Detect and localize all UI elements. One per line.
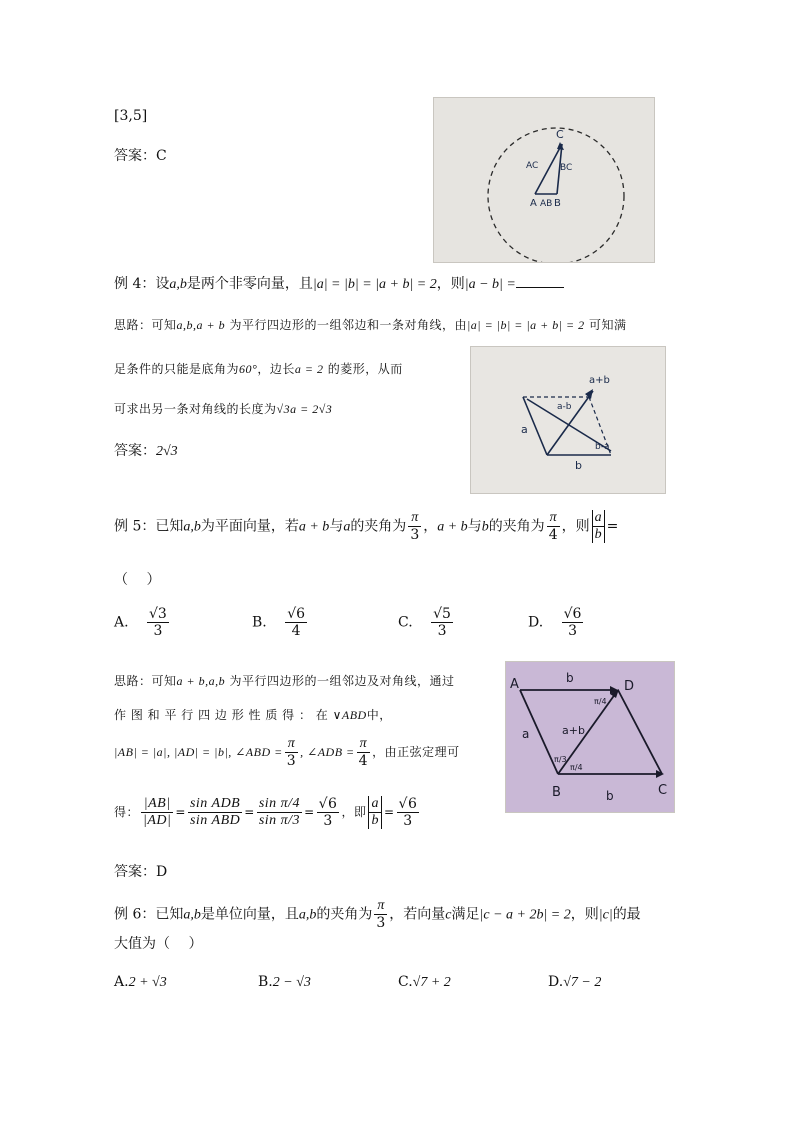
label-vec-a-plus-b: a+b [562,724,585,737]
ex5-answer: 答案：D [114,864,168,880]
label-b: B [554,198,561,209]
label-b: b [575,459,582,472]
interval-text: [3,5] [114,108,148,124]
ex5-idea-line2: 作 图 和 平 行 四 边 形 性 质 得 ： 在 ∨ABD中， [114,708,392,722]
label-angle-pi4-d: π/4 [594,697,607,706]
ex5-option-a[interactable]: A. $\frac{√3}{3}$ [114,606,167,639]
label-vec-a: a [522,727,530,741]
label-angle-pi4-b: π/4 [570,763,583,772]
ex5-idea-line4: 得： $\frac{|AB|}{|AD|}$ = $\frac{\text{sin ADB}}{\text{sin ABD}}$ = $\frac{\text{sin π/4}}{\text{sin π/3}}$ = $\frac{√6}{3}$ ，即 $\frac{a}{b}$ = $\frac{√6}{3}$ [114,796,418,829]
ex5-option-c[interactable]: C. $\frac{√5}{3}$ [398,606,451,639]
ex4-idea-line1: 思路：可知a,b,a + b 为平行四边形的一组邻边和一条对角线，由|a| = |b| = |a + b| = 2 可知满 [114,318,627,332]
label-vec-b-bottom: b [606,789,614,803]
label-bc: BC [560,163,573,173]
label-a: A [530,198,537,209]
ex4-idea-line2: 足条件的只能是底角为60°，边长a = 2 的菱形，从而 [114,362,403,376]
ex5-stem: 例 5：已知a,b为平面向量，若a + b与a的夹角为 $\frac{\pi}{3}$ ，a + b与b的夹角为 $\frac{\pi}{4}$ ，则 $\frac{a}{b}$ = [114,510,619,543]
ex6-option-c[interactable]: C.√7 + 2 [398,974,451,990]
ex5-idea-line3: |AB| = |a|, |AD| = |b|, ∠ABD = $\frac{\pi}{3}$ , ∠ADB = $\frac{\pi}{4}$ ，由正弦定理可 [114,736,460,769]
parallelogram-vector-sketch [506,662,674,812]
ex5-paren: （ ） [114,572,161,588]
ex6-stem: 例 6：已知a,b是单位向量，且a,b的夹角为 $\frac{\pi}{3}$ ，若向量c满足|c − a + 2b| = 2，则|c|的最 [114,898,641,931]
answer-label: 答案：C [114,148,167,164]
ex6-option-b[interactable]: B.2 − √3 [258,974,311,990]
label-D: D [624,679,635,694]
label-ab: AB [540,199,553,209]
sketch-photo-parallelogram [505,661,675,813]
circle-vector-sketch [434,98,654,262]
label-ac: AC [526,161,539,171]
label-B: B [552,785,561,800]
ex5-option-d[interactable]: D. $\frac{√6}{3}$ [528,606,582,639]
label-vec-b-top: b [566,671,574,685]
sketch-photo-rhombus [470,346,666,494]
ex6-option-d[interactable]: D.√7 − 2 [548,974,602,990]
label-angle-pi3: π/3 [554,755,567,764]
label-C: C [658,783,668,798]
blank-line [516,273,564,288]
label-c: C [556,128,564,141]
label-a-minus-b: a-b [557,402,572,412]
label-a: a [521,423,528,436]
ex4-answer: 答案：2√3 [114,443,178,459]
label-A: A [510,677,519,692]
ex4-stem: 例 4：设a,b是两个非零向量，且|a| = |b| = |a + b| = 2，则|a − b| = [114,273,564,295]
ex6-line2: 大值为（ ） [114,936,203,952]
rhombus-vector-sketch [471,347,665,493]
ex6-option-a[interactable]: A.2 + √3 [114,974,167,990]
label-a-plus-b: a+b [589,375,610,386]
ex4-idea-line3: 可求出另一条对角线的长度为√3a = 2√3 [114,402,333,416]
sketch-photo-circle [433,97,655,263]
label-b-minus-a: b-a [595,442,610,452]
ex5-option-b[interactable]: B. $\frac{√6}{4}$ [252,606,306,639]
ex5-idea-line1: 思路：可知a + b,a,b 为平行四边形的一组邻边及对角线，通过 [114,674,455,688]
